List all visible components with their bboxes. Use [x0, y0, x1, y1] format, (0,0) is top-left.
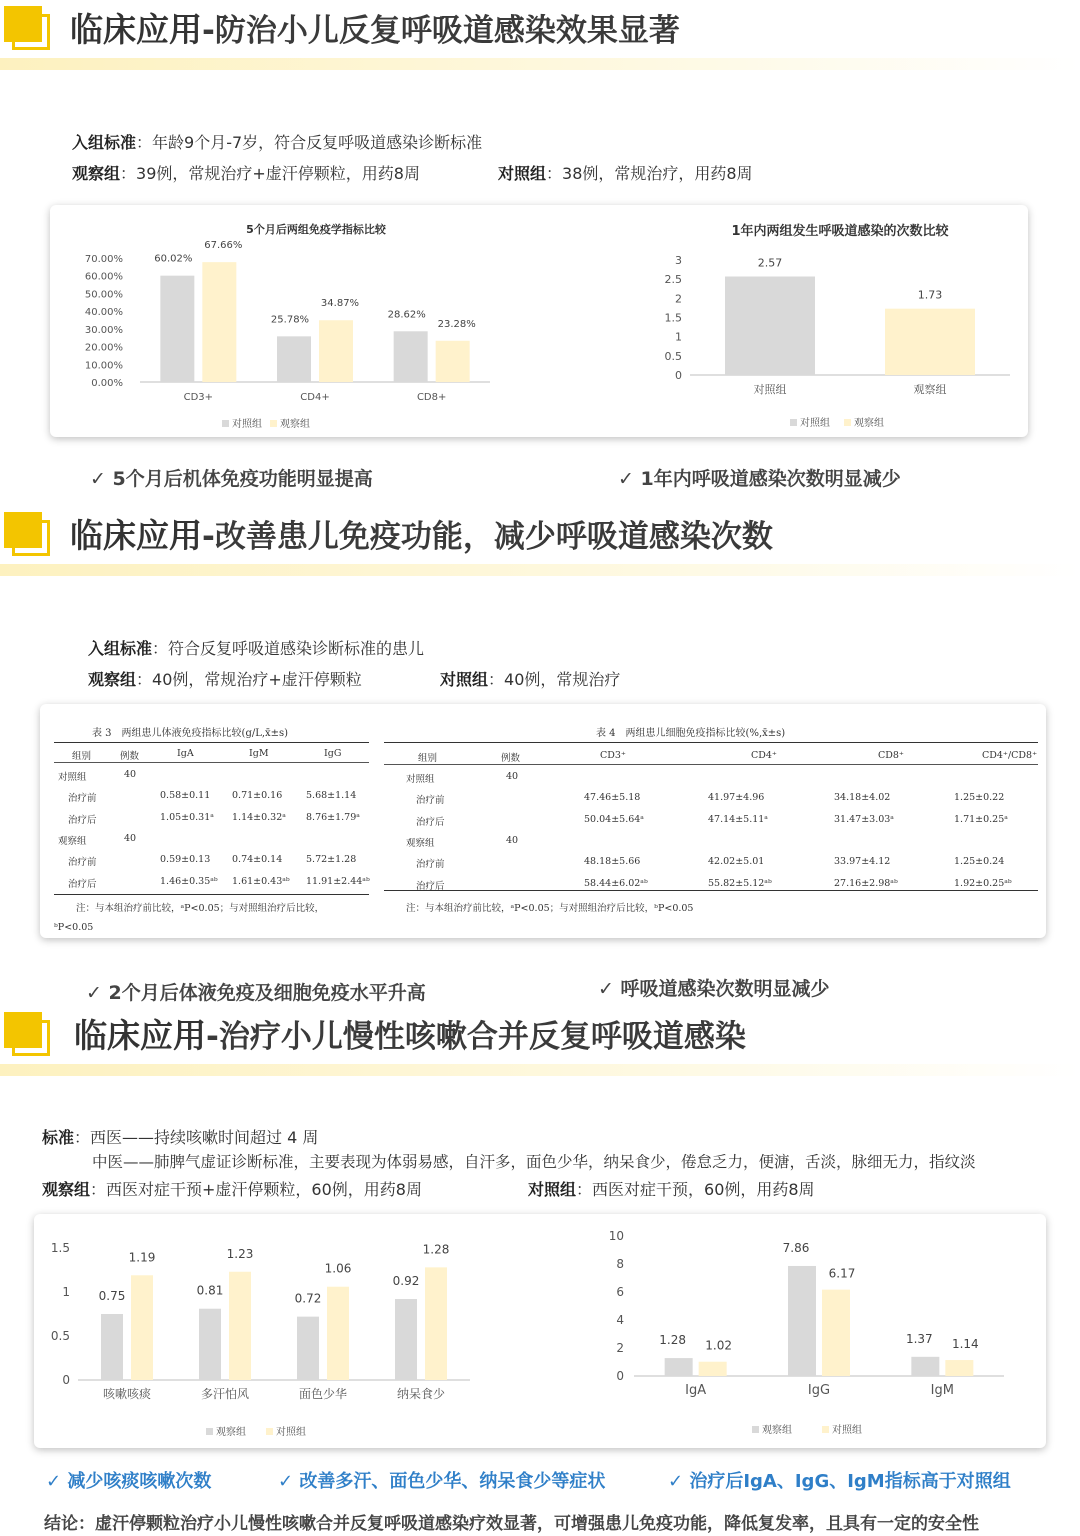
table-cell: 治疗前	[416, 859, 445, 871]
table4-note: 注：与本组治疗前比较，ᵃP<0.05；与对照组治疗后比较，ᵇP<0.05	[406, 903, 694, 914]
chart4-immunoglobulins	[554, 1214, 1046, 1448]
y-tick-label: 1	[675, 330, 682, 344]
y-tick-label: 1.5	[50, 1241, 70, 1255]
table-cell: 42.02±5.01	[708, 856, 765, 868]
table-cell: 1.14±0.32ᵃ	[232, 811, 286, 823]
legend-swatch	[206, 1428, 213, 1435]
legend-label: 对照组	[276, 1427, 306, 1438]
table-cell: 1.25±0.24	[954, 856, 1005, 868]
table-cell: 治疗前	[68, 857, 97, 869]
y-tick-label: 8	[616, 1257, 624, 1271]
bar	[277, 336, 311, 382]
table3-header-cell: IgA	[177, 748, 194, 759]
table-cell: 1.61±0.43ᵃᵇ	[232, 875, 290, 887]
table-cell: 33.97±4.12	[834, 856, 891, 868]
chart-title: 5个月后两组免疫学指标比较	[246, 223, 386, 236]
data-label: 0.75	[98, 1289, 126, 1303]
section3-check3: ✓ 治疗后IgA、IgG、IgM指标高于对照组	[668, 1471, 1011, 1492]
section3-standard-line1: 标准：西医——持续咳嗽时间超过 4 周	[42, 1128, 319, 1147]
table-cell: 0.58±0.11	[160, 790, 211, 802]
data-label: 1.06	[324, 1261, 352, 1276]
y-tick-label: 0	[62, 1373, 70, 1387]
table4-header-cell: 例数	[501, 753, 521, 764]
y-tick-label: 70.00%	[84, 254, 123, 265]
x-category-label: IgA	[685, 1383, 707, 1398]
table-cell: 48.18±5.66	[584, 856, 641, 868]
table-cell: 11.91±2.44ᵃᵇ	[306, 875, 370, 887]
bar	[395, 1299, 417, 1380]
bar	[202, 262, 236, 382]
y-tick-label: 0.5	[50, 1329, 70, 1343]
data-label: 6.17	[828, 1266, 856, 1281]
table-cell: 治疗后	[416, 816, 445, 828]
y-tick-label: 50.00%	[84, 289, 123, 301]
header-underline	[0, 58, 1080, 70]
table3-header-cell: 例数	[120, 751, 140, 762]
legend-label: 观察组	[762, 1425, 792, 1436]
y-tick-label: 6	[616, 1285, 624, 1299]
section1-ctrl: 对照组：38例，常规治疗，用药8周	[498, 164, 753, 183]
table4-header-cell: 组别	[418, 753, 438, 764]
bar	[822, 1290, 850, 1376]
legend-label: 观察组	[280, 419, 310, 430]
bar	[725, 276, 815, 375]
section3-ctrl: 对照组：西医对症干预，60例，用药8周	[528, 1180, 815, 1199]
y-tick-label: 2.5	[664, 273, 682, 287]
data-label: 1.73	[917, 288, 943, 302]
bar	[319, 320, 353, 382]
table-cell: 治疗后	[416, 880, 445, 892]
section3-obs: 观察组：西医对症干预+虚汗停颗粒，60例，用药8周	[42, 1180, 422, 1199]
bar	[788, 1266, 816, 1376]
table-cell: 31.47±3.03ᵃ	[834, 813, 894, 825]
bar	[885, 309, 975, 375]
section1-chart-card	[50, 205, 1028, 437]
y-tick-label: 10.00%	[84, 360, 123, 372]
legend-label: 观察组	[216, 1427, 246, 1438]
data-label: 1.28	[659, 1333, 687, 1348]
data-label: 1.28	[422, 1242, 450, 1257]
y-tick-label: 4	[616, 1313, 624, 1327]
table3-header-cell: IgG	[324, 748, 342, 759]
table3-header-cell: IgM	[249, 748, 269, 759]
bar	[131, 1275, 153, 1380]
data-label: 1.23	[226, 1246, 254, 1261]
y-tick-label: 3	[675, 254, 682, 267]
bar	[327, 1287, 349, 1380]
section3-chart-card	[34, 1214, 1046, 1448]
table-cell: 5.72±1.28	[306, 854, 357, 866]
data-label: 0.72	[294, 1291, 322, 1306]
data-label: 1.37	[905, 1331, 933, 1346]
bar	[394, 331, 428, 382]
table-cell: 1.46±0.35ᵃᵇ	[160, 875, 218, 887]
table3-note2: ᵇP<0.05	[54, 922, 94, 933]
x-category-label: 对照组	[753, 383, 787, 396]
table3-header-cell: 组别	[72, 751, 92, 762]
bar	[101, 1314, 123, 1380]
legend-label: 观察组	[854, 418, 884, 429]
section3-header	[0, 1006, 1080, 1070]
y-tick-label: 0.5	[664, 349, 682, 363]
table-cell: 治疗后	[68, 814, 97, 826]
table4-bottom-rule	[384, 890, 1038, 891]
table-cell: 55.82±5.12ᵃᵇ	[708, 877, 772, 889]
legend-swatch	[790, 419, 797, 426]
bar	[911, 1357, 939, 1376]
table-cell: 47.14±5.11ᵃ	[708, 813, 768, 825]
table-cell: 41.97±4.96	[708, 792, 765, 804]
table4-mid-rule	[384, 764, 1038, 765]
accent-square-outline-icon	[12, 520, 50, 556]
table-cell: 对照组	[406, 774, 435, 785]
bar	[425, 1267, 447, 1380]
section1-check1: ✓ 5个月后机体免疫功能明显提高	[90, 468, 373, 490]
data-label: 0.81	[196, 1283, 224, 1298]
conclusion-text: 结论：虚汗停颗粒治疗小儿慢性咳嗽合并反复呼吸道感染疗效显著，可增强患儿免疫功能，降低复发率，且具有一定的安全性	[44, 1514, 979, 1534]
section3-standard-line2: 中医——肺脾气虚证诊断标准，主要表现为体弱易感，自汗多，面色少华，纳呆食少，倦怠乏力，便溏，舌淡，脉细无力，指纹淡	[92, 1153, 976, 1171]
table-cell: 50.04±5.64ᵃ	[584, 813, 644, 825]
data-label: 23.28%	[437, 318, 476, 330]
y-tick-label: 2	[616, 1341, 624, 1355]
section1-header	[0, 0, 1080, 64]
y-tick-label: 1	[62, 1285, 70, 1299]
bar	[297, 1317, 319, 1380]
bar	[699, 1362, 727, 1376]
section2-ctrl: 对照组：40例，常规治疗	[440, 670, 621, 689]
table-cell: 治疗后	[68, 878, 97, 890]
accent-square-outline-icon	[12, 14, 50, 50]
legend-label: 对照组	[232, 419, 262, 430]
data-label: 0.92	[392, 1274, 420, 1289]
y-tick-label: 0	[675, 369, 682, 382]
section1-check2: ✓ 1年内呼吸道感染次数明显减少	[618, 468, 901, 490]
legend-swatch	[270, 420, 277, 427]
chart2-infection-count	[590, 205, 1028, 437]
table3-mid-rule	[54, 762, 369, 763]
table-cell: 40	[124, 769, 137, 780]
data-label: 7.86	[782, 1240, 810, 1255]
x-category-label: 纳呆食少	[396, 1387, 446, 1401]
table-cell: 40	[124, 832, 137, 844]
x-category-label: CD8+	[416, 392, 447, 403]
table-cell: 治疗前	[68, 793, 97, 805]
section2-header	[0, 506, 1080, 570]
table3-top-rule	[54, 742, 369, 743]
table-cell: 40	[506, 834, 519, 846]
section2-criteria: 入组标准：符合反复呼吸道感染诊断标准的患儿	[88, 639, 425, 658]
table-cell: 47.46±5.18	[584, 792, 641, 804]
y-tick-label: 0.00%	[91, 378, 123, 389]
section2-title: 临床应用-改善患儿免疫功能，减少呼吸道感染次数	[70, 516, 773, 555]
x-category-label: 咳嗽咳痰	[102, 1387, 152, 1401]
y-tick-label: 40.00%	[84, 307, 123, 319]
x-category-label: 多汗怕风	[200, 1387, 250, 1401]
legend-swatch	[822, 1426, 829, 1433]
table-cell: 治疗前	[416, 795, 445, 807]
table-cell: 对照组	[58, 772, 87, 783]
data-label: 60.02%	[154, 253, 193, 265]
bar	[160, 276, 194, 382]
table4-top-rule	[384, 742, 1038, 743]
y-tick-label: 1.5	[664, 311, 682, 325]
data-label: 1.19	[128, 1250, 156, 1265]
x-category-label: CD4+	[300, 392, 330, 403]
accent-square-outline-icon	[12, 1020, 50, 1056]
data-label: 28.62%	[387, 309, 426, 321]
x-category-label: 面色少华	[298, 1387, 348, 1401]
bar	[665, 1358, 693, 1376]
table-cell: 27.16±2.98ᵃᵇ	[834, 877, 898, 889]
x-category-label: 观察组	[913, 383, 947, 396]
section3-check1: ✓ 减少咳痰咳嗽次数	[46, 1471, 212, 1492]
table-cell: 5.68±1.14	[306, 790, 357, 802]
table3-bottom-rule	[54, 894, 369, 895]
data-label: 1.02	[705, 1338, 733, 1353]
section2-obs: 观察组：40例，常规治疗+虚汗停颗粒	[88, 670, 362, 689]
data-label: 2.57	[757, 256, 783, 270]
bar	[436, 341, 470, 382]
table-cell: 34.18±4.02	[834, 792, 891, 804]
data-label: 1.14	[951, 1337, 979, 1352]
x-category-label: IgG	[807, 1383, 831, 1398]
header-underline	[0, 1064, 1080, 1076]
y-tick-label: 20.00%	[84, 342, 123, 354]
x-category-label: IgM	[930, 1383, 954, 1398]
legend-label: 对照组	[832, 1425, 862, 1436]
table-cell: 0.71±0.16	[232, 790, 283, 802]
y-tick-label: 30.00%	[84, 324, 123, 336]
table-cell: 0.59±0.13	[160, 854, 211, 866]
chart1-immune-indicators	[50, 205, 590, 437]
section2-check2: ✓ 呼吸道感染次数明显减少	[598, 978, 830, 1000]
table-cell: 1.25±0.22	[954, 792, 1005, 804]
table4-header-cell: CD4⁺	[751, 750, 777, 761]
bar	[199, 1309, 221, 1380]
bar	[945, 1360, 973, 1376]
table-cell: 观察组	[406, 837, 435, 849]
table4	[384, 716, 1038, 896]
y-tick-label: 60.00%	[84, 271, 123, 283]
x-category-label: CD3+	[183, 392, 214, 403]
table-cell: 1.05±0.31ᵃ	[160, 811, 214, 823]
table3-note1: 注：与本组治疗前比较，ᵃP<0.05；与对照组治疗后比较，	[76, 903, 325, 914]
header-underline	[0, 564, 1080, 576]
y-tick-label: 2	[675, 292, 682, 306]
legend-swatch	[266, 1428, 273, 1435]
section2-table-card	[40, 704, 1046, 938]
y-tick-label: 0	[616, 1369, 624, 1383]
section2-check1: ✓ 2个月后体液免疫及细胞免疫水平升高	[86, 982, 426, 1004]
y-tick-label: 10	[608, 1229, 624, 1243]
table3	[54, 716, 369, 896]
table4-caption: 表 4 两组患儿细胞免疫指标比较(%,x̄±s)	[596, 728, 786, 739]
table-cell: 1.92±0.25ᵃᵇ	[954, 877, 1012, 889]
table3-caption: 表 3 两组患儿体液免疫指标比较(g/L,x̄±s)	[92, 728, 289, 739]
section3-title: 临床应用-治疗小儿慢性咳嗽合并反复呼吸道感染	[74, 1016, 746, 1055]
data-label: 67.66%	[204, 240, 243, 252]
table-cell: 58.44±6.02ᵃᵇ	[584, 877, 648, 889]
legend-swatch	[752, 1426, 759, 1433]
table-cell: 8.76±1.79ᵃ	[306, 811, 360, 823]
section1-title: 临床应用-防治小儿反复呼吸道感染效果显著	[70, 10, 680, 49]
section1-obs: 观察组：39例，常规治疗+虚汗停颗粒，用药8周	[72, 164, 420, 183]
data-label: 34.87%	[320, 298, 360, 310]
table-cell: 40	[506, 771, 519, 782]
table4-header-cell: CD8⁺	[878, 750, 904, 761]
chart3-symptom-scores	[34, 1214, 554, 1448]
table-cell: 观察组	[58, 835, 87, 847]
table-cell: 0.74±0.14	[232, 854, 283, 866]
chart-title: 1年内两组发生呼吸道感染的次数比较	[731, 224, 949, 239]
bar	[229, 1272, 251, 1380]
table-cell: 1.71±0.25ᵃ	[954, 813, 1008, 825]
legend-label: 对照组	[800, 418, 830, 429]
data-label: 25.78%	[270, 314, 310, 326]
legend-swatch	[844, 419, 851, 426]
section1-criteria: 入组标准：年龄9个月-7岁，符合反复呼吸道感染诊断标准	[72, 133, 483, 152]
legend-swatch	[222, 420, 229, 427]
table4-header-cell: CD3⁺	[600, 750, 626, 761]
table4-header-cell: CD4⁺/CD8⁺	[982, 750, 1038, 761]
section3-check2: ✓ 改善多汗、面色少华、纳呆食少等症状	[278, 1471, 606, 1492]
